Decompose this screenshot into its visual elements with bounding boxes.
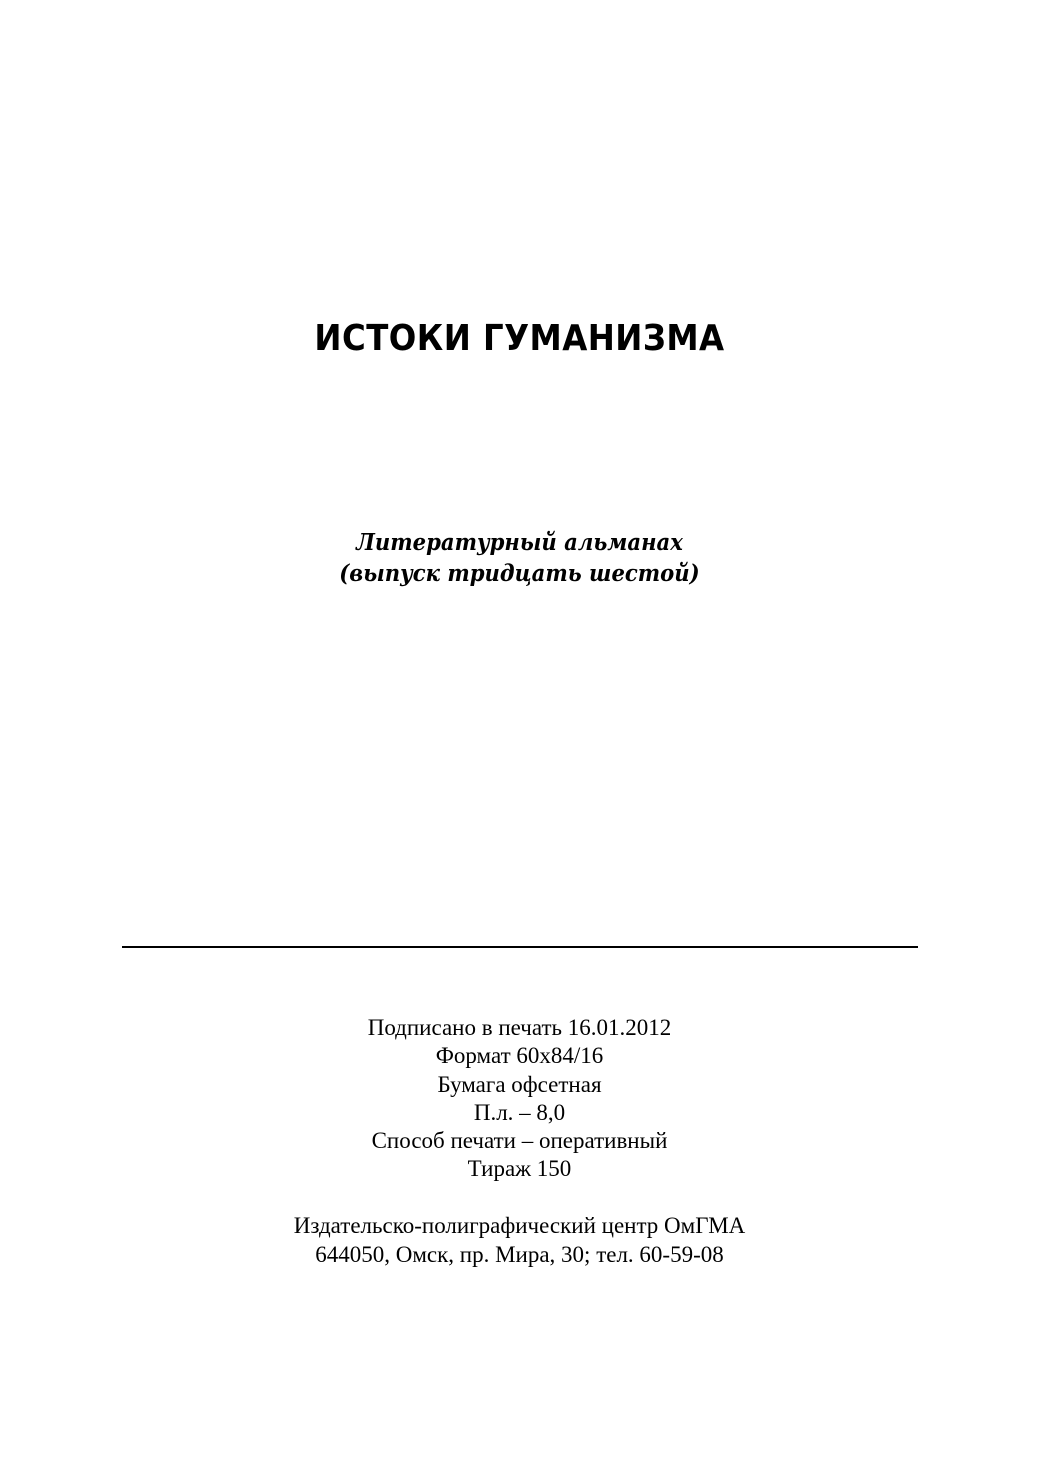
imprint-format: Формат 60х84/16 (435, 1043, 604, 1069)
page-title: ИСТОКИ ГУМАНИЗМА (314, 318, 725, 359)
publisher-block (0, 1211, 1039, 1269)
publisher-name: Издательско-полиграфический центр ОмГМА (293, 1213, 746, 1238)
imprint-block (0, 1014, 1039, 1184)
subtitle-line-issue: (выпуск тридцать шестой) (339, 560, 700, 587)
imprint-circulation: Тираж 150 (467, 1156, 572, 1182)
imprint-printing-method: Способ печати – оперативный (371, 1128, 668, 1154)
imprint-paper: Бумага офсетная (437, 1071, 602, 1097)
publisher-address: 644050, Омск, пр. Мира, 30; тел. 60-59-08 (315, 1242, 724, 1267)
horizontal-divider (122, 946, 918, 948)
imprint-sheets: П.л. – 8,0 (473, 1099, 566, 1125)
imprint-signed-date: Подписано в печать 16.01.2012 (367, 1015, 672, 1040)
subtitle-line-almanac: Литературный альманах (356, 529, 683, 556)
subtitle (42, 527, 998, 589)
